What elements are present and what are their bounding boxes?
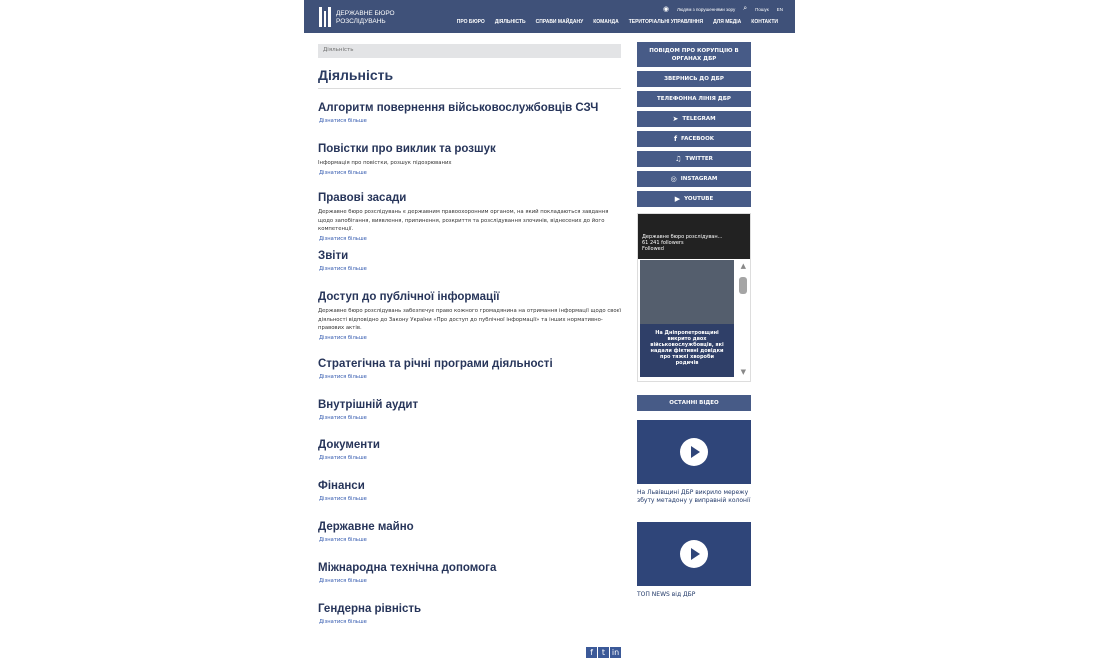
youtube-icon: ▶	[674, 195, 681, 203]
activity-item	[318, 143, 624, 176]
instagram-label: INSTAGRAM	[680, 176, 718, 182]
page-title: Діяльність	[318, 67, 394, 83]
site-brand[interactable]	[336, 10, 395, 26]
title-divider	[318, 88, 621, 89]
latest-videos-label: ОСТАННІ ВІДЕО	[637, 395, 751, 411]
activity-item	[318, 399, 624, 421]
activity-description: Державне бюро розслідувань забезпечує право кожного громадянина на отримання інформації щодо своєї діяльності відповідно до Закону України «Про доступ до публічної інформації» та інших нормативно-правових актів.	[318, 308, 622, 331]
phone-line-button[interactable]: ТЕЛЕФОННА ЛІНІЯ ДБР	[637, 91, 751, 107]
activity-item	[318, 192, 624, 242]
twitter-label: TWITTER	[685, 156, 713, 162]
nav-maidan-cases[interactable]: СПРАВИ МАЙДАНУ	[535, 19, 584, 25]
activity-item	[318, 102, 624, 124]
video-title[interactable]: ТОП NEWS від ДБР	[637, 591, 696, 598]
nav-team[interactable]: КОМАНДА	[593, 19, 619, 25]
search-icon: ⌕	[743, 5, 748, 12]
telegram-icon: ➤	[672, 115, 679, 123]
feed-follow-button[interactable]: Followed	[642, 246, 664, 252]
video-thumbnail[interactable]	[637, 522, 751, 586]
activity-item	[318, 439, 624, 461]
top-utility-bar	[663, 5, 783, 13]
telegram-button[interactable]	[637, 111, 751, 127]
share-linkedin-icon[interactable]: in	[611, 648, 620, 657]
breadcrumb: Діяльність	[318, 44, 621, 58]
feed-post[interactable]	[640, 260, 734, 377]
search-link[interactable]: Пошук	[755, 6, 769, 12]
play-icon[interactable]	[680, 540, 708, 568]
activity-title[interactable]: Повістки про виклик та розшук	[318, 143, 496, 155]
facebook-label: FACEBOOK	[681, 136, 715, 142]
feed-followers: 61 241 followers	[642, 240, 684, 246]
main-navigation	[457, 19, 778, 25]
nav-regional-offices[interactable]: ТЕРИТОРІАЛЬНІ УПРАВЛІННЯ	[628, 19, 704, 25]
youtube-button[interactable]	[637, 191, 751, 207]
learn-more-link[interactable]: Дізнатися більше	[319, 235, 367, 242]
contact-dbr-button[interactable]: ЗВЕРНИСЬ ДО ДБР	[637, 71, 751, 87]
twitter-button[interactable]	[637, 151, 751, 167]
video-thumbnail[interactable]	[637, 420, 751, 484]
learn-more-link[interactable]: Дізнатися більше	[319, 415, 367, 421]
eye-icon: ◉	[662, 6, 670, 13]
activity-title[interactable]: Фінанси	[318, 480, 365, 492]
language-switch[interactable]: EN	[776, 6, 783, 12]
activity-item	[318, 562, 624, 584]
nav-about[interactable]: ПРО БЮРО	[456, 19, 485, 25]
dbr-logo-icon[interactable]	[319, 7, 331, 27]
activity-description: Інформація про повістки, розшук підозрюваних	[318, 160, 452, 166]
activity-item	[318, 291, 624, 341]
activity-item	[318, 603, 624, 625]
learn-more-link[interactable]: Дізнатися більше	[319, 374, 367, 380]
feed-banner	[638, 214, 750, 259]
facebook-button[interactable]	[637, 131, 751, 147]
accessibility-link[interactable]: Людям з порушеннями зору	[677, 6, 736, 12]
activity-title[interactable]: Правові засади	[318, 192, 407, 204]
activity-title[interactable]: Звіти	[318, 250, 349, 262]
youtube-label: YOUTUBE	[684, 196, 714, 202]
activity-title[interactable]: Державне майно	[318, 521, 414, 533]
instagram-button[interactable]	[637, 171, 751, 187]
sidebar-actions	[637, 42, 751, 211]
learn-more-link[interactable]: Дізнатися більше	[319, 496, 367, 502]
share-facebook-icon[interactable]: f	[586, 647, 597, 658]
share-buttons	[586, 647, 621, 658]
activity-title[interactable]: Стратегічна та річні програми діяльності	[318, 358, 553, 370]
learn-more-link[interactable]: Дізнатися більше	[319, 537, 367, 543]
activity-title[interactable]: Внутрішній аудит	[318, 399, 419, 411]
brand-line-1: ДЕРЖАВНЕ БЮРО	[336, 10, 395, 17]
instagram-icon: ◎	[670, 175, 677, 183]
scroll-down-icon[interactable]: ▼	[740, 368, 746, 376]
activity-title[interactable]: Алгоритм повернення військовослужбовців СЗЧ	[318, 102, 599, 114]
learn-more-link[interactable]: Дізнатися більше	[319, 118, 367, 124]
share-twitter-icon[interactable]: t	[598, 647, 609, 658]
social-feed-widget[interactable]	[637, 213, 751, 382]
activity-title[interactable]: Доступ до публічної інформації	[318, 291, 500, 303]
learn-more-link[interactable]: Дізнатися більше	[319, 578, 367, 584]
learn-more-link[interactable]: Дізнатися більше	[319, 266, 367, 272]
nav-contacts[interactable]: КОНТАКТИ	[751, 19, 778, 25]
activity-title[interactable]: Міжнародна технічна допомога	[318, 562, 497, 574]
scroll-up-icon[interactable]: ▲	[740, 262, 746, 270]
telegram-label: TELEGRAM	[682, 116, 716, 122]
learn-more-link[interactable]: Дізнатися більше	[319, 169, 367, 176]
play-icon[interactable]	[680, 438, 708, 466]
site-header	[304, 0, 795, 33]
video-title[interactable]: На Львівщині ДБР викрило мережу збуту метадону у виправній колонії	[637, 489, 751, 504]
facebook-icon: f	[673, 135, 678, 143]
twitter-icon: ♫	[675, 155, 682, 163]
activity-title[interactable]: Гендерна рівність	[318, 603, 422, 615]
nav-media[interactable]: ДЛЯ МЕДІА	[713, 19, 742, 25]
brand-line-2: РОЗСЛІДУВАНЬ	[336, 18, 386, 25]
feed-post-caption: На Дніпропетровщині викрито двох військовослужбовців, які надали фіктивні довідки про тяжкі хвороби родичів	[650, 330, 724, 366]
activity-item	[318, 480, 624, 502]
activity-title[interactable]: Документи	[318, 439, 380, 451]
learn-more-link[interactable]: Дізнатися більше	[319, 619, 367, 625]
feed-scrollbar[interactable]	[739, 277, 747, 294]
feed-post-image	[640, 260, 734, 324]
nav-activity[interactable]: ДІЯЛЬНІСТЬ	[494, 19, 526, 25]
learn-more-link[interactable]: Дізнатися більше	[319, 455, 367, 461]
activity-item	[318, 358, 624, 380]
report-corruption-button[interactable]: ПОВІДОМ ПРО КОРУПЦІЮ В ОРГАНАХ ДБР	[637, 42, 751, 67]
learn-more-link[interactable]: Дізнатися більше	[319, 334, 367, 341]
feed-account-name[interactable]: Державне бюро розслідуван...	[642, 234, 723, 240]
activity-item	[318, 250, 624, 272]
activity-item	[318, 521, 624, 543]
activity-description: Державне бюро розслідувань є державним правоохоронним органом, на який покладаються завдання щодо запобігання, виявлення, припинення, розкриття та розслідування злочинів, віднесених до його компетенції.	[318, 209, 609, 232]
